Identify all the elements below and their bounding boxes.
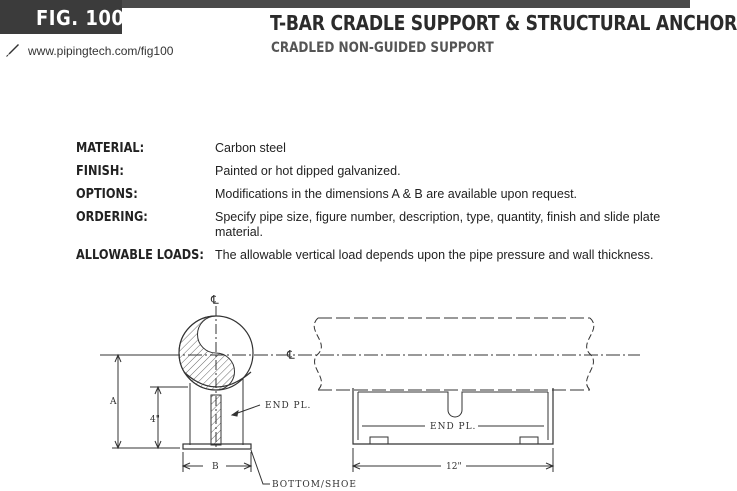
centerline-label-top: ℄ [211, 293, 219, 307]
dimension-a-label: A [110, 397, 117, 407]
spec-label: OPTIONS: [76, 186, 138, 202]
page-subtitle: CRADLED NON-GUIDED SUPPORT [271, 40, 494, 56]
spec-value: Specify pipe size, figure number, description, type, quantity, finish and slide plate material. [215, 210, 661, 239]
end-plate-label-right: END PL. [430, 422, 477, 432]
end-plate-label-left: END PL. [265, 401, 312, 411]
spec-label: ALLOWABLE LOADS: [76, 247, 204, 263]
dimension-4-label: 4" [150, 415, 160, 425]
bottom-shoe-label: BOTTOM/SHOE [272, 480, 357, 490]
website-link[interactable]: www.pipingtech.com/fig100 [28, 44, 174, 58]
dimension-12-label: 12" [446, 462, 462, 472]
cradle-side-view [353, 388, 553, 444]
centerline-label-side: ℄ [287, 348, 295, 362]
spec-value: The allowable vertical load depends upon the pipe pressure and wall thickness. [215, 248, 654, 262]
spec-label: MATERIAL: [76, 140, 145, 156]
page-title: T-BAR CRADLE SUPPORT & STRUCTURAL ANCHOR [270, 11, 737, 35]
dimension-b-label: B [212, 462, 219, 472]
spec-label: FINISH: [76, 163, 124, 179]
spec-value: Modifications in the dimensions A & B are available upon request. [215, 187, 578, 201]
spec-label: ORDERING: [76, 209, 148, 225]
spec-value: Carbon steel [215, 141, 286, 155]
pipe-side-view [318, 318, 590, 390]
figure-number: FIG. 100 [36, 6, 125, 30]
spec-value: Painted or hot dipped galvanized. [215, 164, 401, 178]
t-bar-web [211, 395, 221, 445]
pipe-hatched-section [179, 316, 235, 390]
